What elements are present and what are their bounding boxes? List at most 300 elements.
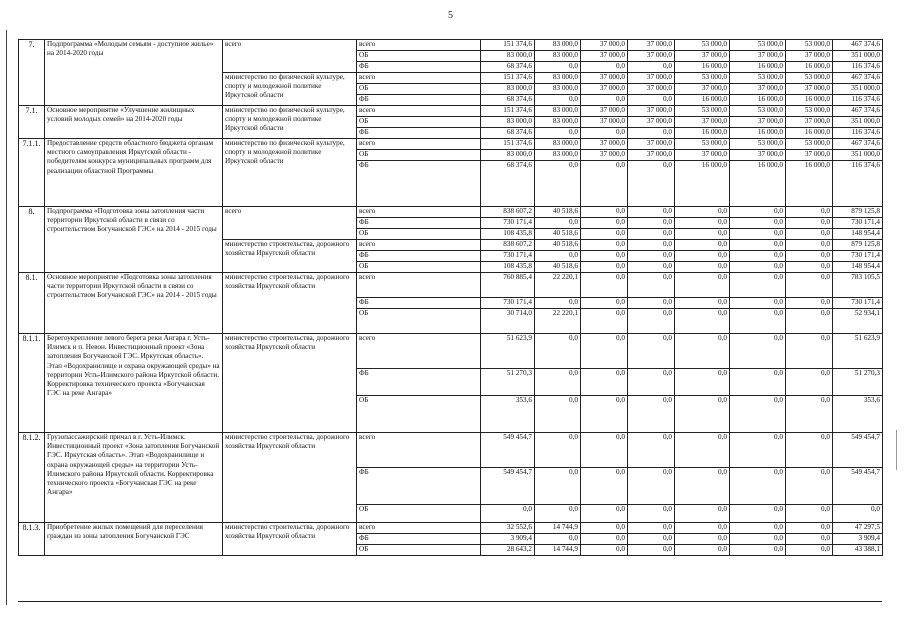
amount-cell: 0,0 [628, 161, 675, 207]
amount-cell: 68 374,6 [481, 62, 535, 73]
amount-cell: 0,0 [581, 273, 628, 298]
item-code: 7.1.1. [19, 139, 45, 207]
item-name: Основное мероприятие «Подготовка зоны затопления части территории Иркутской области в связи со строительством Богучанской ГЭС» на 2014 - 2015 годы [45, 273, 223, 334]
funding-source: ОБ [357, 51, 481, 62]
amount-cell: 83 000,0 [535, 106, 581, 117]
amount-cell: 0,0 [581, 298, 628, 309]
item-code: 7.1. [19, 106, 45, 139]
total-cell: 549 454,7 [833, 468, 883, 505]
amount-cell: 83 000,0 [535, 73, 581, 84]
amount-cell: 37 000,0 [675, 51, 730, 62]
amount-cell: 0,0 [675, 468, 730, 505]
amount-cell: 0,0 [628, 95, 675, 106]
amount-cell: 108 435,8 [481, 229, 535, 240]
funding-source: всего [357, 334, 481, 369]
funding-source: ФБ [357, 161, 481, 207]
amount-cell: 22 220,1 [535, 309, 581, 334]
funding-source: ФБ [357, 218, 481, 229]
amount-cell: 40 518,6 [535, 262, 581, 273]
amount-cell: 0,0 [786, 298, 833, 309]
total-cell: 467 374,6 [833, 40, 883, 51]
amount-cell: 0,0 [581, 523, 628, 534]
amount-cell: 53 000,0 [730, 73, 786, 84]
amount-cell: 0,0 [786, 369, 833, 396]
table-row [19, 433, 883, 468]
total-cell: 148 954,4 [833, 262, 883, 273]
amount-cell: 37 000,0 [675, 117, 730, 128]
amount-cell: 83 000,0 [481, 51, 535, 62]
amount-cell: 0,0 [581, 433, 628, 468]
amount-cell: 0,0 [581, 396, 628, 433]
table-row [19, 106, 883, 117]
amount-cell: 0,0 [628, 273, 675, 298]
total-cell: 52 934,1 [833, 309, 883, 334]
amount-cell: 37 000,0 [581, 40, 628, 51]
amount-cell: 0,0 [535, 161, 581, 207]
executor-cell: всего [223, 207, 357, 240]
total-cell: 51 623,9 [833, 334, 883, 369]
total-cell: 467 374,6 [833, 139, 883, 150]
amount-cell: 14 744,9 [535, 545, 581, 556]
amount-cell: 16 000,0 [786, 128, 833, 139]
item-name: Берегоукрепление левого берега реки Ангара г. Усть-Илимск и п. Невон. Инвестиционный проект «Зона затопления Богучанской ГЭС. Иркутская область». Этап «Водохранилище и охрана окружающей среды» на территории Усть-Илимского района Иркутской области. Корректировка технического проекта «Богучанская ГЭС на реке Ангара» [45, 334, 223, 433]
amount-cell: 0,0 [628, 207, 675, 218]
funding-source: всего [357, 73, 481, 84]
executor-cell: министерство строительства, дорожного хозяйства Иркутской области [223, 433, 357, 523]
funding-source: всего [357, 40, 481, 51]
amount-cell: 760 885,4 [481, 273, 535, 298]
amount-cell: 37 000,0 [786, 150, 833, 161]
amount-cell: 0,0 [628, 298, 675, 309]
amount-cell: 53 000,0 [675, 106, 730, 117]
funding-source: всего [357, 106, 481, 117]
amount-cell: 0,0 [581, 161, 628, 207]
amount-cell: 0,0 [675, 309, 730, 334]
item-name: Предоставление средств областного бюджета органам местного самоуправления Иркутской области - победителям конкурса муниципальных программ для реализации областной Программы [45, 139, 223, 207]
amount-cell: 0,0 [628, 309, 675, 334]
amount-cell: 0,0 [628, 334, 675, 369]
amount-cell: 16 000,0 [786, 161, 833, 207]
amount-cell: 0,0 [730, 468, 786, 505]
amount-cell: 37 000,0 [581, 139, 628, 150]
amount-cell: 37 000,0 [730, 84, 786, 95]
amount-cell: 0,0 [786, 229, 833, 240]
amount-cell: 0,0 [675, 433, 730, 468]
amount-cell: 37 000,0 [786, 117, 833, 128]
amount-cell: 37 000,0 [730, 51, 786, 62]
amount-cell: 0,0 [730, 262, 786, 273]
amount-cell: 0,0 [535, 433, 581, 468]
amount-cell: 0,0 [535, 251, 581, 262]
amount-cell: 37 000,0 [581, 73, 628, 84]
funding-source: ФБ [357, 128, 481, 139]
amount-cell: 28 643,2 [481, 545, 535, 556]
amount-cell: 37 000,0 [628, 139, 675, 150]
table-row [19, 334, 883, 369]
total-cell: 116 374,6 [833, 95, 883, 106]
amount-cell: 0,0 [581, 262, 628, 273]
amount-cell: 37 000,0 [786, 84, 833, 95]
amount-cell: 0,0 [535, 218, 581, 229]
amount-cell: 83 000,0 [535, 117, 581, 128]
executor-cell: министерство по физической культуре, спорту и молодежной политике Иркутской области [223, 106, 357, 139]
amount-cell: 0,0 [535, 369, 581, 396]
funding-source: ФБ [357, 251, 481, 262]
funding-source: ФБ [357, 369, 481, 396]
amount-cell: 0,0 [628, 369, 675, 396]
funding-source: всего [357, 273, 481, 298]
total-cell: 351 000,0 [833, 51, 883, 62]
executor-cell: всего [223, 40, 357, 73]
amount-cell: 37 000,0 [628, 40, 675, 51]
amount-cell: 0,0 [675, 334, 730, 369]
amount-cell: 53 000,0 [675, 139, 730, 150]
amount-cell: 53 000,0 [730, 106, 786, 117]
total-cell: 148 954,4 [833, 229, 883, 240]
amount-cell: 0,0 [628, 251, 675, 262]
item-code: 8.1.2. [19, 433, 45, 523]
amount-cell: 0,0 [628, 229, 675, 240]
amount-cell: 108 435,8 [481, 262, 535, 273]
amount-cell: 549 454,7 [481, 433, 535, 468]
total-cell: 351 000,0 [833, 150, 883, 161]
amount-cell: 0,0 [786, 207, 833, 218]
amount-cell: 0,0 [786, 396, 833, 433]
amount-cell: 16 000,0 [675, 62, 730, 73]
item-code: 8.1.1. [19, 334, 45, 433]
amount-cell: 37 000,0 [786, 51, 833, 62]
item-code: 8.1.3. [19, 523, 45, 556]
executor-cell: министерство строительства, дорожного хозяйства Иркутской области [223, 523, 357, 556]
amount-cell: 37 000,0 [581, 106, 628, 117]
amount-cell: 0,0 [675, 396, 730, 433]
amount-cell: 37 000,0 [628, 106, 675, 117]
amount-cell: 40 518,6 [535, 229, 581, 240]
amount-cell: 40 518,6 [535, 240, 581, 251]
amount-cell: 0,0 [786, 433, 833, 468]
amount-cell: 0,0 [730, 505, 786, 523]
total-cell: 116 374,6 [833, 161, 883, 207]
total-cell: 879 125,8 [833, 240, 883, 251]
budget-table [18, 39, 883, 556]
amount-cell: 0,0 [628, 262, 675, 273]
amount-cell: 0,0 [581, 505, 628, 523]
amount-cell: 37 000,0 [628, 150, 675, 161]
amount-cell: 37 000,0 [730, 117, 786, 128]
funding-source: всего [357, 523, 481, 534]
amount-cell: 0,0 [786, 251, 833, 262]
amount-cell: 53 000,0 [786, 73, 833, 84]
amount-cell: 730 171,4 [481, 218, 535, 229]
funding-source: ОБ [357, 84, 481, 95]
amount-cell: 16 000,0 [786, 95, 833, 106]
amount-cell: 16 000,0 [675, 128, 730, 139]
amount-cell: 83 000,0 [535, 51, 581, 62]
amount-cell: 37 000,0 [675, 84, 730, 95]
amount-cell: 37 000,0 [581, 84, 628, 95]
amount-cell: 53 000,0 [675, 73, 730, 84]
page-number: 5 [448, 10, 453, 21]
amount-cell: 53 000,0 [730, 139, 786, 150]
amount-cell: 0,0 [675, 523, 730, 534]
amount-cell: 0,0 [730, 545, 786, 556]
table-row [19, 273, 883, 298]
funding-source: ФБ [357, 62, 481, 73]
amount-cell: 0,0 [675, 218, 730, 229]
amount-cell: 0,0 [628, 128, 675, 139]
amount-cell: 0,0 [581, 369, 628, 396]
amount-cell: 0,0 [628, 240, 675, 251]
funding-source: ОБ [357, 117, 481, 128]
amount-cell: 0,0 [581, 534, 628, 545]
funding-source: всего [357, 240, 481, 251]
amount-cell: 151 374,6 [481, 73, 535, 84]
amount-cell: 838 607,2 [481, 240, 535, 251]
amount-cell: 0,0 [581, 95, 628, 106]
amount-cell: 0,0 [581, 229, 628, 240]
amount-cell: 0,0 [628, 534, 675, 545]
item-name: Подпрограмма «Молодым семьям - доступное жилье» на 2014-2020 годы [45, 40, 223, 106]
total-cell: 0,0 [833, 505, 883, 523]
table-row [19, 139, 883, 150]
funding-source: ФБ [357, 95, 481, 106]
amount-cell: 83 000,0 [535, 84, 581, 95]
table-row [19, 523, 883, 534]
amount-cell: 0,0 [675, 505, 730, 523]
table-row [19, 40, 883, 51]
amount-cell: 0,0 [786, 534, 833, 545]
item-name: Приобретение жилых помещений для переселения граждан из зоны затопления Богучанской ГЭС [45, 523, 223, 556]
amount-cell: 0,0 [786, 468, 833, 505]
amount-cell: 151 374,6 [481, 40, 535, 51]
total-cell: 783 105,5 [833, 273, 883, 298]
amount-cell: 0,0 [786, 309, 833, 334]
amount-cell: 0,0 [581, 334, 628, 369]
amount-cell: 16 000,0 [730, 95, 786, 106]
amount-cell: 37 000,0 [628, 73, 675, 84]
executor-cell: министерство по физической культуре, спорту и молодежной политике Иркутской области [223, 139, 357, 207]
amount-cell: 0,0 [730, 273, 786, 298]
amount-cell: 68 374,6 [481, 161, 535, 207]
page-edge-line [6, 30, 7, 605]
amount-cell: 0,0 [535, 298, 581, 309]
amount-cell: 0,0 [786, 218, 833, 229]
amount-cell: 0,0 [581, 240, 628, 251]
amount-cell: 16 000,0 [675, 95, 730, 106]
funding-source: ОБ [357, 262, 481, 273]
amount-cell: 14 744,9 [535, 523, 581, 534]
amount-cell: 0,0 [786, 505, 833, 523]
item-code: 8. [19, 207, 45, 273]
amount-cell: 0,0 [535, 95, 581, 106]
amount-cell: 37 000,0 [730, 150, 786, 161]
amount-cell: 353,6 [481, 396, 535, 433]
item-name: Основное мероприятие «Улучшение жилищных условий молодых семей» на 2014-2020 годы [45, 106, 223, 139]
amount-cell: 0,0 [535, 468, 581, 505]
amount-cell: 37 000,0 [628, 117, 675, 128]
total-cell: 467 374,6 [833, 106, 883, 117]
amount-cell: 0,0 [675, 534, 730, 545]
amount-cell: 83 000,0 [535, 139, 581, 150]
total-cell: 549 454,7 [833, 433, 883, 468]
total-cell: 730 171,4 [833, 251, 883, 262]
amount-cell: 0,0 [730, 309, 786, 334]
amount-cell: 32 552,6 [481, 523, 535, 534]
amount-cell: 83 000,0 [481, 117, 535, 128]
amount-cell: 151 374,6 [481, 106, 535, 117]
amount-cell: 0,0 [535, 62, 581, 73]
executor-cell: министерство по физической культуре, спорту и молодежной политике Иркутской области [223, 73, 357, 106]
amount-cell: 0,0 [675, 262, 730, 273]
funding-source: всего [357, 139, 481, 150]
executor-cell: министерство строительства, дорожного хозяйства Иркутской области [223, 334, 357, 433]
amount-cell: 0,0 [628, 523, 675, 534]
total-cell: 47 297,5 [833, 523, 883, 534]
amount-cell: 0,0 [628, 62, 675, 73]
amount-cell: 0,0 [675, 545, 730, 556]
total-cell: 116 374,6 [833, 128, 883, 139]
funding-source: всего [357, 207, 481, 218]
amount-cell: 53 000,0 [786, 40, 833, 51]
total-cell: 730 171,4 [833, 298, 883, 309]
amount-cell: 16 000,0 [730, 128, 786, 139]
total-cell: 3 909,4 [833, 534, 883, 545]
amount-cell: 68 374,6 [481, 128, 535, 139]
page-bottom-rule [18, 601, 882, 602]
funding-source: ФБ [357, 468, 481, 505]
amount-cell: 0,0 [730, 534, 786, 545]
amount-cell: 0,0 [675, 207, 730, 218]
amount-cell: 37 000,0 [628, 51, 675, 62]
amount-cell: 0,0 [535, 505, 581, 523]
total-cell: 730 171,4 [833, 218, 883, 229]
amount-cell: 3 909,4 [481, 534, 535, 545]
amount-cell: 51 623,9 [481, 334, 535, 369]
amount-cell: 83 000,0 [535, 40, 581, 51]
amount-cell: 0,0 [730, 396, 786, 433]
amount-cell: 0,0 [786, 273, 833, 298]
amount-cell: 0,0 [581, 62, 628, 73]
amount-cell: 0,0 [581, 128, 628, 139]
amount-cell: 0,0 [675, 273, 730, 298]
executor-cell: министерство строительства, дорожного хозяйства Иркутской области [223, 273, 357, 334]
amount-cell: 730 171,4 [481, 298, 535, 309]
amount-cell: 22 220,1 [535, 273, 581, 298]
amount-cell: 0,0 [730, 433, 786, 468]
total-cell: 51 270,3 [833, 369, 883, 396]
amount-cell: 16 000,0 [730, 62, 786, 73]
amount-cell: 0,0 [730, 240, 786, 251]
amount-cell: 0,0 [581, 309, 628, 334]
amount-cell: 0,0 [535, 334, 581, 369]
amount-cell: 0,0 [628, 545, 675, 556]
amount-cell: 37 000,0 [628, 84, 675, 95]
amount-cell: 0,0 [628, 433, 675, 468]
funding-source: всего [357, 433, 481, 468]
amount-cell: 16 000,0 [730, 161, 786, 207]
amount-cell: 16 000,0 [786, 62, 833, 73]
amount-cell: 53 000,0 [730, 40, 786, 51]
table-row [19, 207, 883, 218]
scan-artifact-line [896, 430, 897, 470]
total-cell: 351 000,0 [833, 84, 883, 95]
amount-cell: 0,0 [581, 207, 628, 218]
amount-cell: 53 000,0 [675, 40, 730, 51]
amount-cell: 0,0 [535, 128, 581, 139]
amount-cell: 838 607,2 [481, 207, 535, 218]
amount-cell: 0,0 [730, 229, 786, 240]
amount-cell: 0,0 [581, 545, 628, 556]
amount-cell: 0,0 [730, 251, 786, 262]
amount-cell: 37 000,0 [581, 51, 628, 62]
amount-cell: 0,0 [675, 298, 730, 309]
amount-cell: 0,0 [535, 534, 581, 545]
amount-cell: 0,0 [481, 505, 535, 523]
amount-cell: 0,0 [730, 369, 786, 396]
amount-cell: 0,0 [730, 334, 786, 369]
total-cell: 351 000,0 [833, 117, 883, 128]
amount-cell: 0,0 [786, 545, 833, 556]
amount-cell: 0,0 [675, 369, 730, 396]
amount-cell: 0,0 [730, 207, 786, 218]
amount-cell: 0,0 [581, 218, 628, 229]
total-cell: 43 388,1 [833, 545, 883, 556]
funding-source: ОБ [357, 229, 481, 240]
amount-cell: 549 454,7 [481, 468, 535, 505]
amount-cell: 0,0 [730, 523, 786, 534]
amount-cell: 0,0 [730, 218, 786, 229]
item-code: 7. [19, 40, 45, 106]
amount-cell: 0,0 [628, 505, 675, 523]
amount-cell: 51 270,3 [481, 369, 535, 396]
total-cell: 879 125,8 [833, 207, 883, 218]
amount-cell: 83 000,0 [481, 84, 535, 95]
amount-cell: 0,0 [628, 396, 675, 433]
amount-cell: 83 000,0 [535, 150, 581, 161]
amount-cell: 0,0 [581, 468, 628, 505]
amount-cell: 0,0 [628, 468, 675, 505]
funding-source: ОБ [357, 505, 481, 523]
amount-cell: 0,0 [786, 523, 833, 534]
amount-cell: 53 000,0 [786, 106, 833, 117]
amount-cell: 0,0 [786, 334, 833, 369]
amount-cell: 37 000,0 [581, 150, 628, 161]
item-name: Подпрограмма «Подготовка зоны затопления части территории Иркутской области в связи со строительством Богучанской ГЭС» на 2014 - 2015 годы [45, 207, 223, 273]
funding-source: ОБ [357, 396, 481, 433]
amount-cell: 0,0 [730, 298, 786, 309]
total-cell: 116 374,6 [833, 62, 883, 73]
amount-cell: 0,0 [675, 229, 730, 240]
amount-cell: 0,0 [535, 396, 581, 433]
amount-cell: 0,0 [675, 240, 730, 251]
item-name: Грузопассажирский причал в г. Усть-Илимск. Инвестиционный проект «Зона затопления Богучанской ГЭС. Иркутская область». Этап «Водохранилище и охрана окружающей среды» на территории Усть-Илимского района Иркутской области. Корректировка технического проекта «Богучанская ГЭС на реке Ангара» [45, 433, 223, 523]
amount-cell: 37 000,0 [581, 117, 628, 128]
funding-source: ОБ [357, 309, 481, 334]
item-code: 8.1. [19, 273, 45, 334]
funding-source: ОБ [357, 545, 481, 556]
amount-cell: 40 518,6 [535, 207, 581, 218]
amount-cell: 83 000,0 [481, 150, 535, 161]
amount-cell: 0,0 [581, 251, 628, 262]
amount-cell: 68 374,6 [481, 95, 535, 106]
funding-source: ФБ [357, 298, 481, 309]
amount-cell: 151 374,6 [481, 139, 535, 150]
amount-cell: 730 171,4 [481, 251, 535, 262]
total-cell: 353,6 [833, 396, 883, 433]
amount-cell: 0,0 [628, 218, 675, 229]
amount-cell: 53 000,0 [786, 139, 833, 150]
funding-source: ФБ [357, 534, 481, 545]
